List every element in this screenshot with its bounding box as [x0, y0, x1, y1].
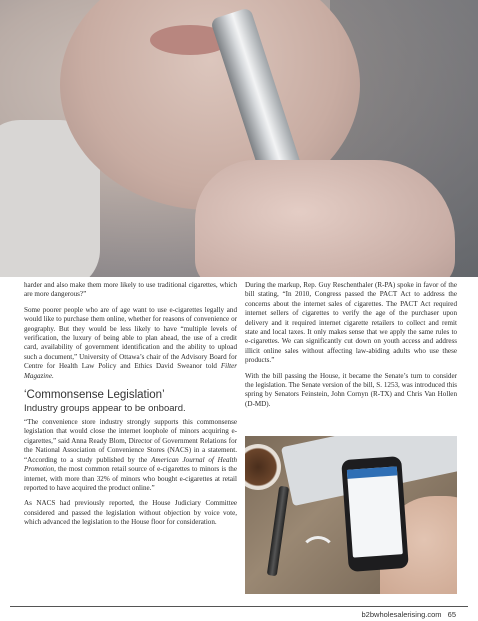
section-subheading: Industry groups appear to be onboard.: [24, 403, 186, 415]
paragraph: As NACS had previously reported, the House Judiciary Committee considered and passed the legislation without objection by voice vote, which advanced the legislation to the House floor for consideration.: [24, 499, 237, 527]
publication-name: Filter Magazine.: [24, 362, 237, 380]
paragraph: “The convenience store industry strongly supports this commonsense legislation that would close the internet loophole of minors acquiring e-cigarettes,” said Anna Ready Blom, Director of Government Relations for the National Association of Convenience Stores (NACS) in a statement. “According to a study published by the American Journal of Health Promotion, the most common retail source of e-cigarettes to minors is the internet, with more than 32% of minors who bought e-cigarettes at retail reported to have acquired the product online.”: [24, 418, 237, 492]
coffee-cup-image: [245, 444, 281, 490]
hero-hand: [195, 160, 455, 277]
publication-name: American Journal of Health Promotion: [24, 455, 237, 474]
page-footer: [358, 610, 456, 619]
page-number: 65: [447, 610, 456, 619]
footer-site: b2bwholesalerising.com: [361, 610, 442, 619]
left-column: [24, 281, 237, 534]
paragraph: With the bill passing the House, it became the Senate’s turn to consider the legislation. The Senate version of the bill, S. 1253, was introduced this spring by Senators Feinstein, John Cornyn (R-TX) and Chris Van Hollen (D-MD).: [245, 371, 457, 408]
phone-screen: [347, 466, 403, 557]
earphones-image: [300, 536, 336, 572]
phone-ecommerce-photo: [245, 436, 457, 594]
phone-header-bar: [347, 466, 398, 478]
paragraph: harder and also make them more likely to use traditional cigarettes, which are more dangerous?”: [24, 281, 237, 299]
paragraph: Some poorer people who are of age want to use e-cigarettes legally and would like to purchase them online, whether for reasons of convenience or geography. But they would be less likely to have “multiple levels of verification, the luxury of being able to plan ahead, the use of a credit card, availability of government identification and the ability to upload such a document,” University of Ottawa’s chair of the Advisory Board for Centre for Health Law Policy and Ethics David Sweanor told Filter Magazine.: [24, 305, 237, 380]
hero-photo-vaping: [0, 0, 478, 277]
section-heading: ‘Commonsense Legislation’: [24, 389, 165, 402]
footer-divider: [10, 606, 468, 607]
e-cigarette-icon: [267, 486, 289, 577]
smartphone-image: [341, 456, 409, 572]
right-column: [245, 281, 457, 415]
paragraph: During the markup, Rep. Guy Reschenthaler (R-PA) spoke in favor of the bill stating, “In 2010, Congress passed the PACT Act to address the concerns about the internet sales of cigarettes. The PACT Act required internet sellers of cigarettes to verify the age of the purchaser upon delivery and it required internet cigarette retailers to collect and remit state and local taxes. It only makes sense that we apply the same rules to e-cigarettes. We can significantly cut down on youth access and address illicit online sales without affecting law-abiding adults who use these products.”: [245, 281, 457, 365]
